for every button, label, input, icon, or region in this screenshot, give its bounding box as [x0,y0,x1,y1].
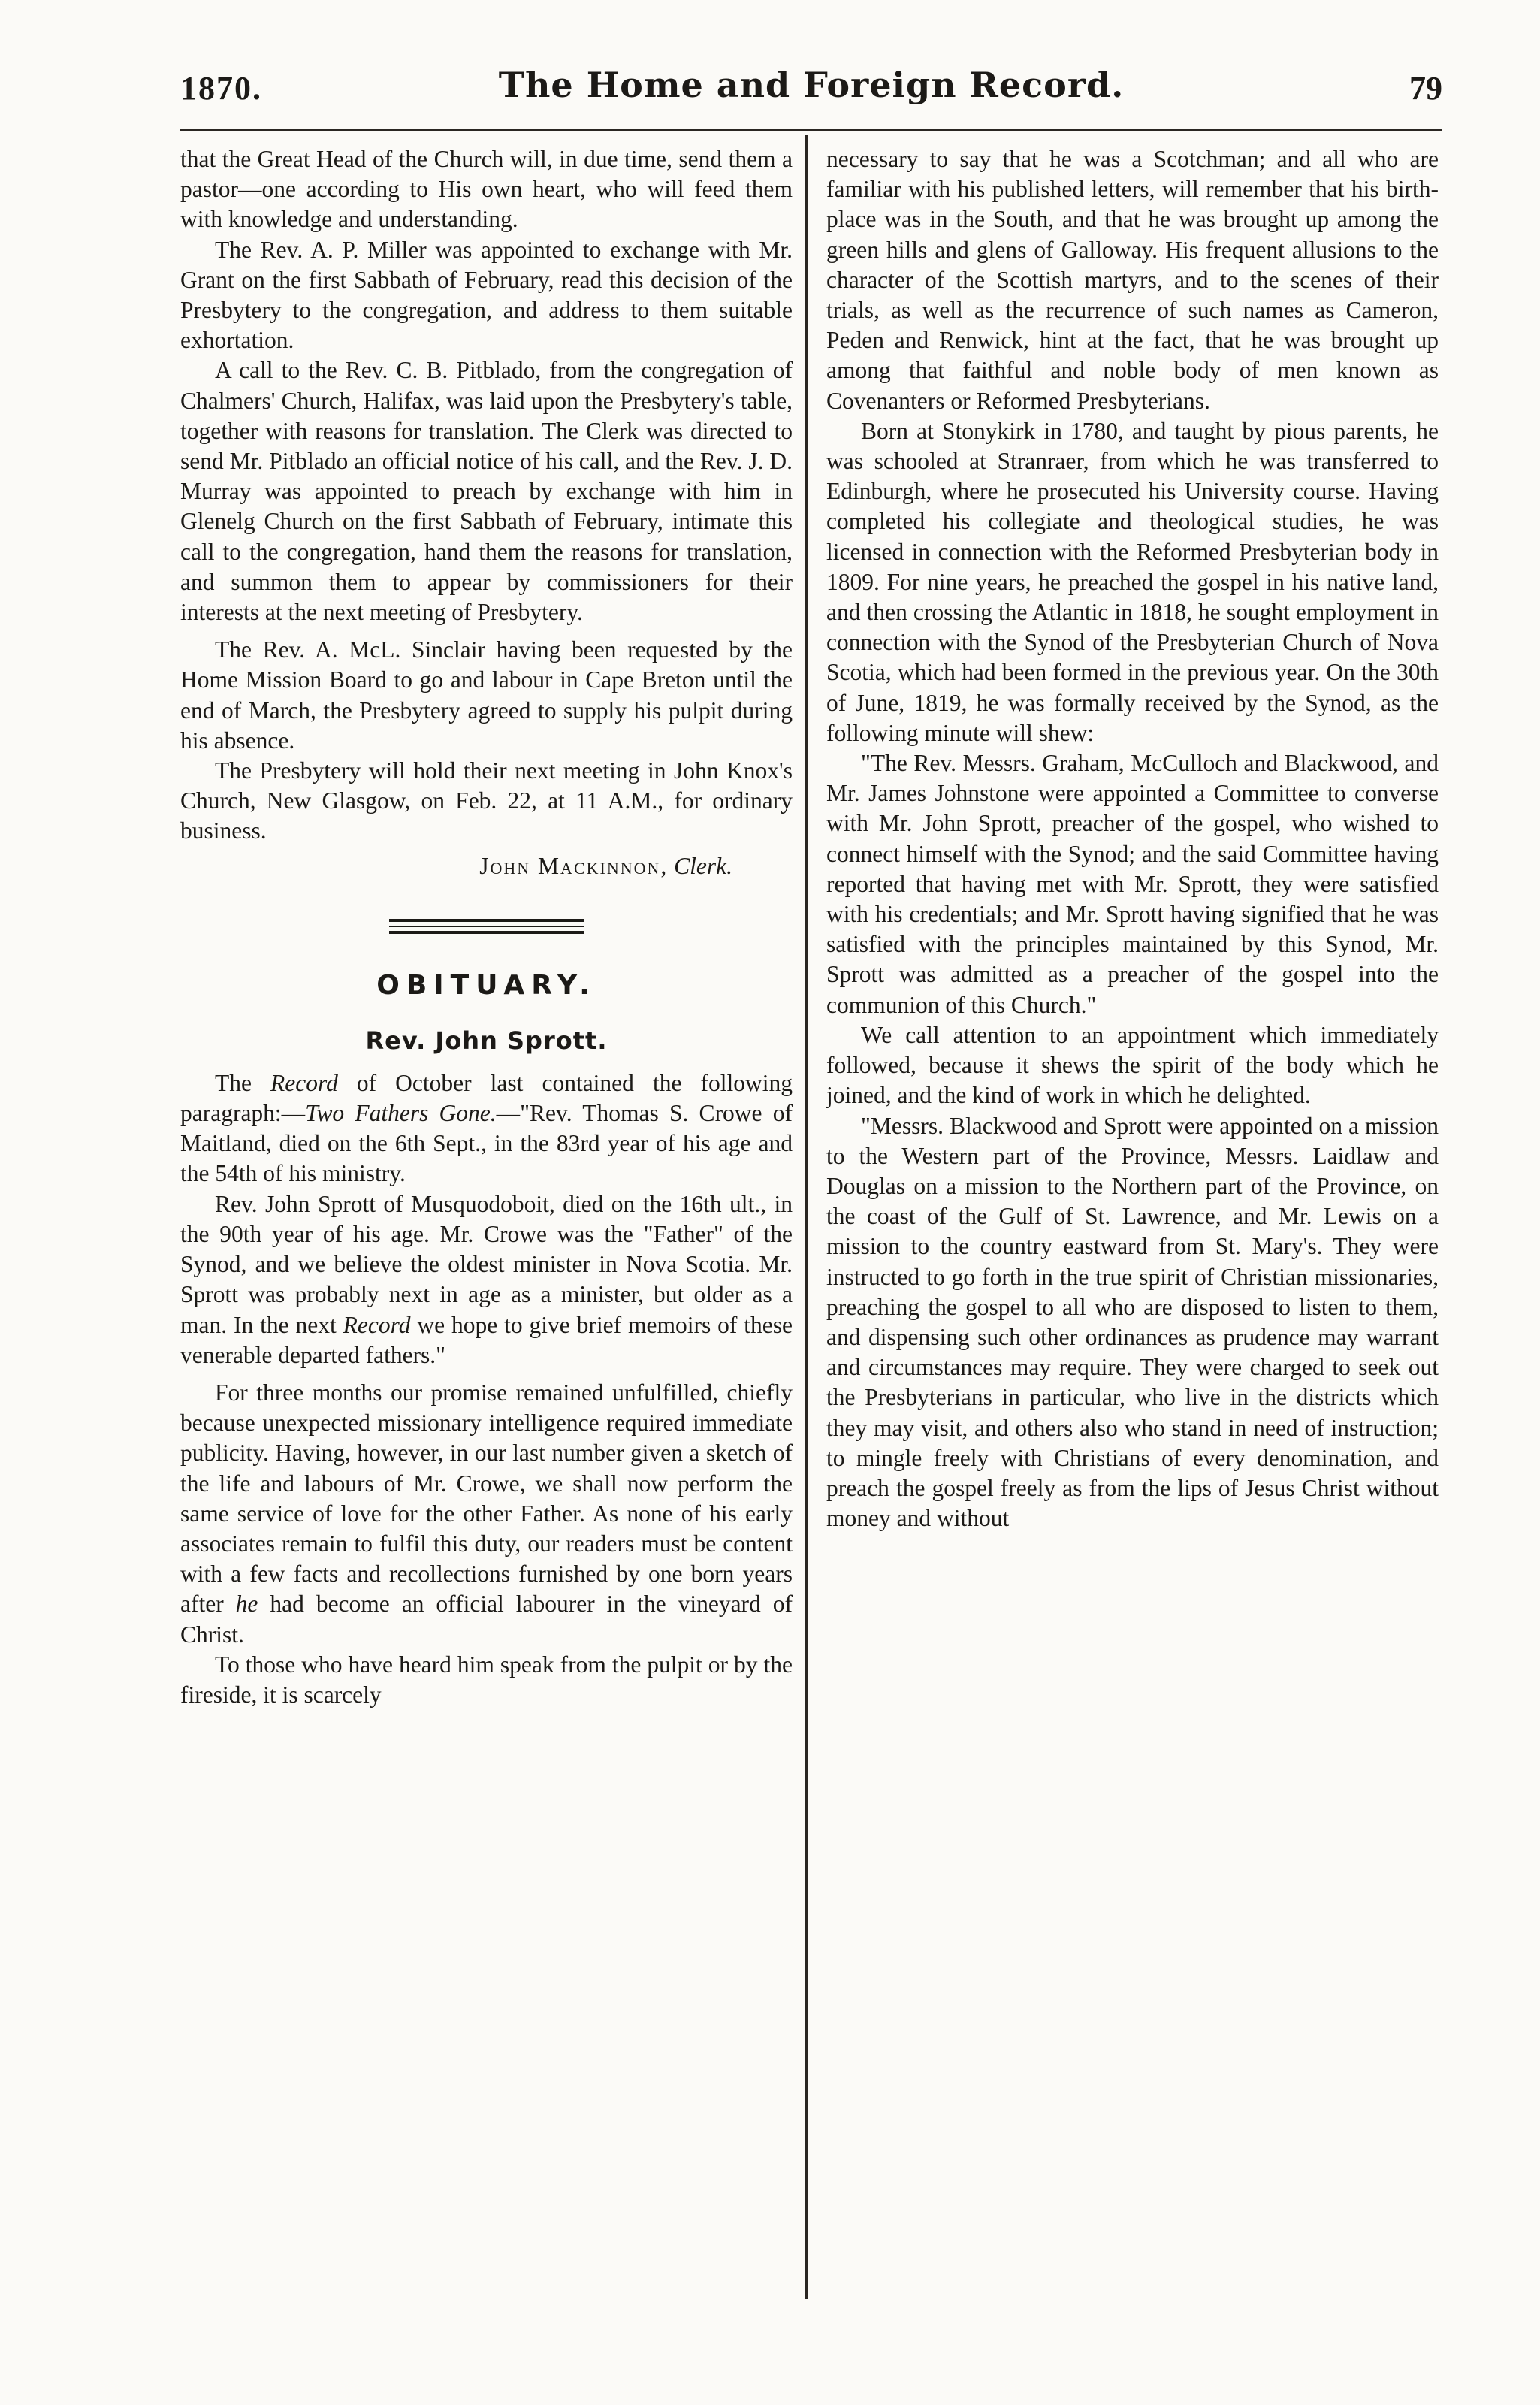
paragraph: A call to the Rev. C. B. Pitblado, from the congregation of Chalmers' Church, Halifax, was laid upon the Presbytery's table, together with reasons for translation. The Clerk was directed to send Mr. Pitblado an official notice of his call, and the Rev. J. D. Murray was appointed to preach by exchange with him in Glenelg Church on the first Sabbath of February, intimate this call to the congregation, hand them the reasons for translation, and summon them to appear by commissioners for their interests at the next meeting of Presbytery. [180,357,793,626]
paragraph: "Messrs. Blackwood and Sprott were appointed on a mission to the Western part of the Province, Messrs. Laidlaw and Douglas on a mission to the Northern part of the Province, on the coast of the Gulf of St. Lawrence, and Mr. Lewis on a mission to the country eastward from St. Mary's. They were instructed to go forth in the true spirit of Christian missionaries, preaching the gospel to all who are disposed to listen to them, and dispensing such other ordinances as prudence may warrant and circumstances may require. They were charged to seek out the Presbyterians in particular, who live in the districts which they may visit, and others also who stand in need of instruction; to mingle freely with Christians of every denomination, and preach the gospel freely as from the lips of Jesus Christ without money and without [826,1112,1439,1532]
paragraph: The Rev. A. P. Miller was appointed to exchange with Mr. Grant on the first Sabbath of February, read this decision of the Presbytery to the congregation, and address to them suitable exhortation. [180,236,793,354]
signature-role: Clerk. [674,852,732,879]
running-header [180,65,1442,129]
column-divider [805,135,808,2299]
paragraph: necessary to say that he was a Scotchman; and all who are familiar with his published letters, will remember that his birth-place was in the South, and that he was brought up among the green hills and glens of Galloway. His frequent allusions to the character of the Scottish martyrs, and to the scenes of their trials, as well as the recurrence of such names as Cameron, Peden and Renwick, hint at the fact, that he was brought up among that faithful and noble body of men known as Covenanters or Reformed Presbyterians. [826,146,1439,414]
paragraph: The Presbytery will hold their next meeting in John Knox's Church, New Glasgow, on Feb. 22, at 11 A.M., for ordinary business. [180,757,793,844]
paragraph: "The Rev. Messrs. Graham, McCulloch and Blackwood, and Mr. James Johnstone were appointed a Committee to converse with Mr. John Sprott, preacher of the gospel, who wished to connect himself with the Synod; and the said Committee having reported that having met with Mr. Sprott, they were satisfied with his credentials; and Mr. Sprott having signified that he was satisfied with the principles maintained by this Synod, Mr. Sprott was admitted as a preacher of the gospel into the communion of this Church." [826,750,1439,1018]
paragraph: that the Great Head of the Church will, in due time, send them a pastor—one according to His own heart, who will feed them with knowledge and understanding. [180,146,793,233]
signature-name: John Mackinnon, [479,852,669,879]
page-number: 79 [1409,70,1442,107]
section-divider [389,919,584,934]
paragraph: To those who have heard him speak from the pulpit or by the fireside, it is scarcely [180,1651,793,1708]
obituary-heading: OBITUARY. [376,969,596,1001]
right-column [826,144,1439,2271]
paragraph: The Record of October last contained the following paragraph:—Two Fathers Gone.—"Rev. Thomas S. Crowe of Maitland, died on the 6th Sept., in the 83rd year of his age and the 54th of his ministry. [180,1069,793,1187]
paragraph: We call attention to an appointment which immediately followed, because it shews the spirit of the body which he joined, and the kind of work in which he delighted. [826,1021,1439,1109]
paragraph: The Rev. A. McL. Sinclair having been requested by the Home Mission Board to go and labour in Cape Breton until the end of March, the Presbytery agreed to supply his pulpit during his absence. [180,636,793,754]
paragraph: Born at Stonykirk in 1780, and taught by pious parents, he was schooled at Stranraer, from which he was transferred to Edinburgh, where he prosecuted his University course. Having completed his collegiate and theological studies, he was licensed in connection with the Reformed Presbyterian body in 1809. For nine years, he preached the gospel in his native land, and then crossing the Atlantic in 1818, he sought employment in connection with the Synod of the Presbyterian Church of Nova Scotia, which had been formed in the previous year. On the 30th of June, 1819, he was formally received by the Synod, as the following minute will shew: [826,417,1439,746]
journal-title: The Home and Foreign Record. [498,65,1125,105]
header-rule [180,129,1442,131]
header-year: 1870. [180,70,262,107]
paragraph: For three months our promise remained unfulfilled, chiefly because unexpected missionary intelligence required immediate publicity. Having, however, in our last number given a sketch of the life and labours of Mr. Crowe, we shall now perform the same service of love for the other Father. As none of his early associates remain to fulfil this duty, our readers must be content with a few facts and recollections furnished by one born years after he had become an official labourer in the vineyard of Christ. [180,1379,793,1648]
left-column [180,144,793,2271]
signature [180,851,793,881]
obituary-subject: Rev. John Sprott. [365,1026,608,1055]
paragraph: Rev. John Sprott of Musquodoboit, died on the 16th ult., in the 90th year of his age. Mr. Crowe was the "Father" of the Synod, and we believe the oldest minister in Nova Scotia. Mr. Sprott was probably next in age as a minister, but older as a man. In the next Record we hope to give brief memoirs of these venerable departed fathers." [180,1190,793,1368]
